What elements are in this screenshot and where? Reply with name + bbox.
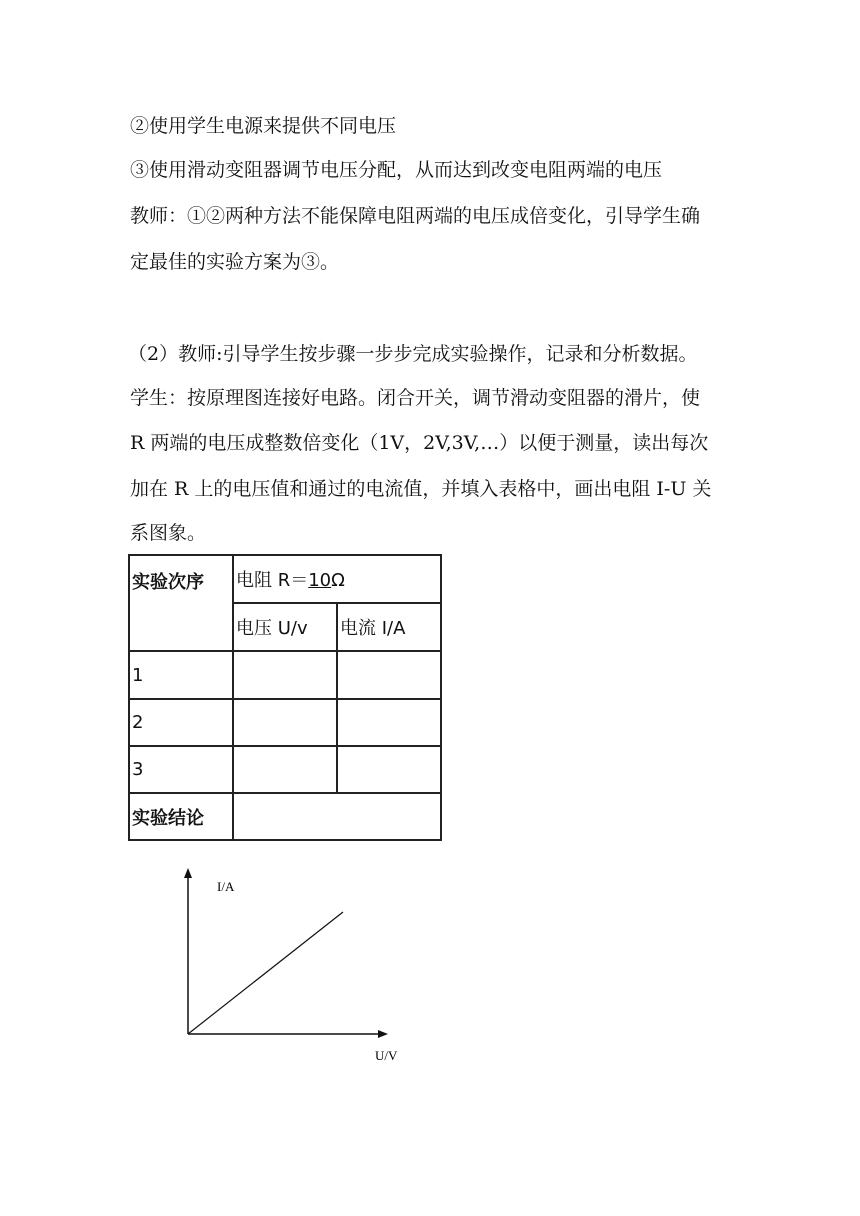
header-resistance (233, 555, 441, 603)
conclusion-cell[interactable] (233, 793, 441, 840)
current-cell[interactable] (337, 746, 441, 793)
voltage-cell[interactable] (233, 746, 337, 793)
method-2-text: ②使用学生电源来提供不同电压 (130, 115, 397, 137)
teacher-comment-line-1: 教师：①②两种方法不能保障电阻两端的电压成倍变化，引导学生确 (130, 205, 701, 227)
series-line (188, 912, 343, 1034)
student-text-line-4: 系图象。 (130, 522, 207, 544)
table-row (129, 746, 441, 793)
current-cell[interactable] (337, 699, 441, 746)
student-text-line-1: 学生：按原理图连接好电路。闭合开关，调节滑动变阻器的滑片，使 (130, 387, 701, 409)
col-current-header: 电流 I/A (337, 603, 441, 651)
method-3-text: ③使用滑动变阻器调节电压分配，从而达到改变电阻两端的电压 (130, 159, 663, 181)
voltage-cell[interactable] (233, 651, 337, 699)
x-axis-label: U/V (375, 1048, 398, 1063)
y-axis-arrow-icon (184, 868, 192, 878)
col-voltage-header: 电压 U/v (233, 603, 337, 651)
resistance-value: 10 (308, 570, 332, 591)
resistance-unit: Ω (331, 570, 345, 591)
row-index: 2 (129, 699, 233, 746)
experiment-table (128, 554, 442, 841)
student-text-line-2: R 两端的电压成整数倍变化（1V，2V,3V,…）以便于测量，读出每次 (130, 432, 709, 454)
row-index: 3 (129, 746, 233, 793)
resistance-prefix: 电阻 R＝ (236, 570, 309, 591)
row-index: 1 (129, 651, 233, 699)
y-axis-label: I/A (217, 879, 235, 894)
current-cell[interactable] (337, 651, 441, 699)
header-order: 实验次序 (129, 555, 233, 651)
table-row (129, 651, 441, 699)
voltage-cell[interactable] (233, 699, 337, 746)
x-axis-arrow-icon (378, 1030, 388, 1038)
step-2-heading: （2）教师:引导学生按步骤一步步完成实验操作，记录和分析数据。 (128, 343, 698, 365)
student-text-line-3: 加在 R 上的电压值和通过的电流值，并填入表格中，画出电阻 I-U 关 (130, 478, 712, 500)
i-u-graph (170, 862, 410, 1072)
teacher-comment-line-2: 定最佳的实验方案为③。 (130, 251, 340, 273)
table-row (129, 699, 441, 746)
conclusion-label: 实验结论 (129, 793, 233, 840)
